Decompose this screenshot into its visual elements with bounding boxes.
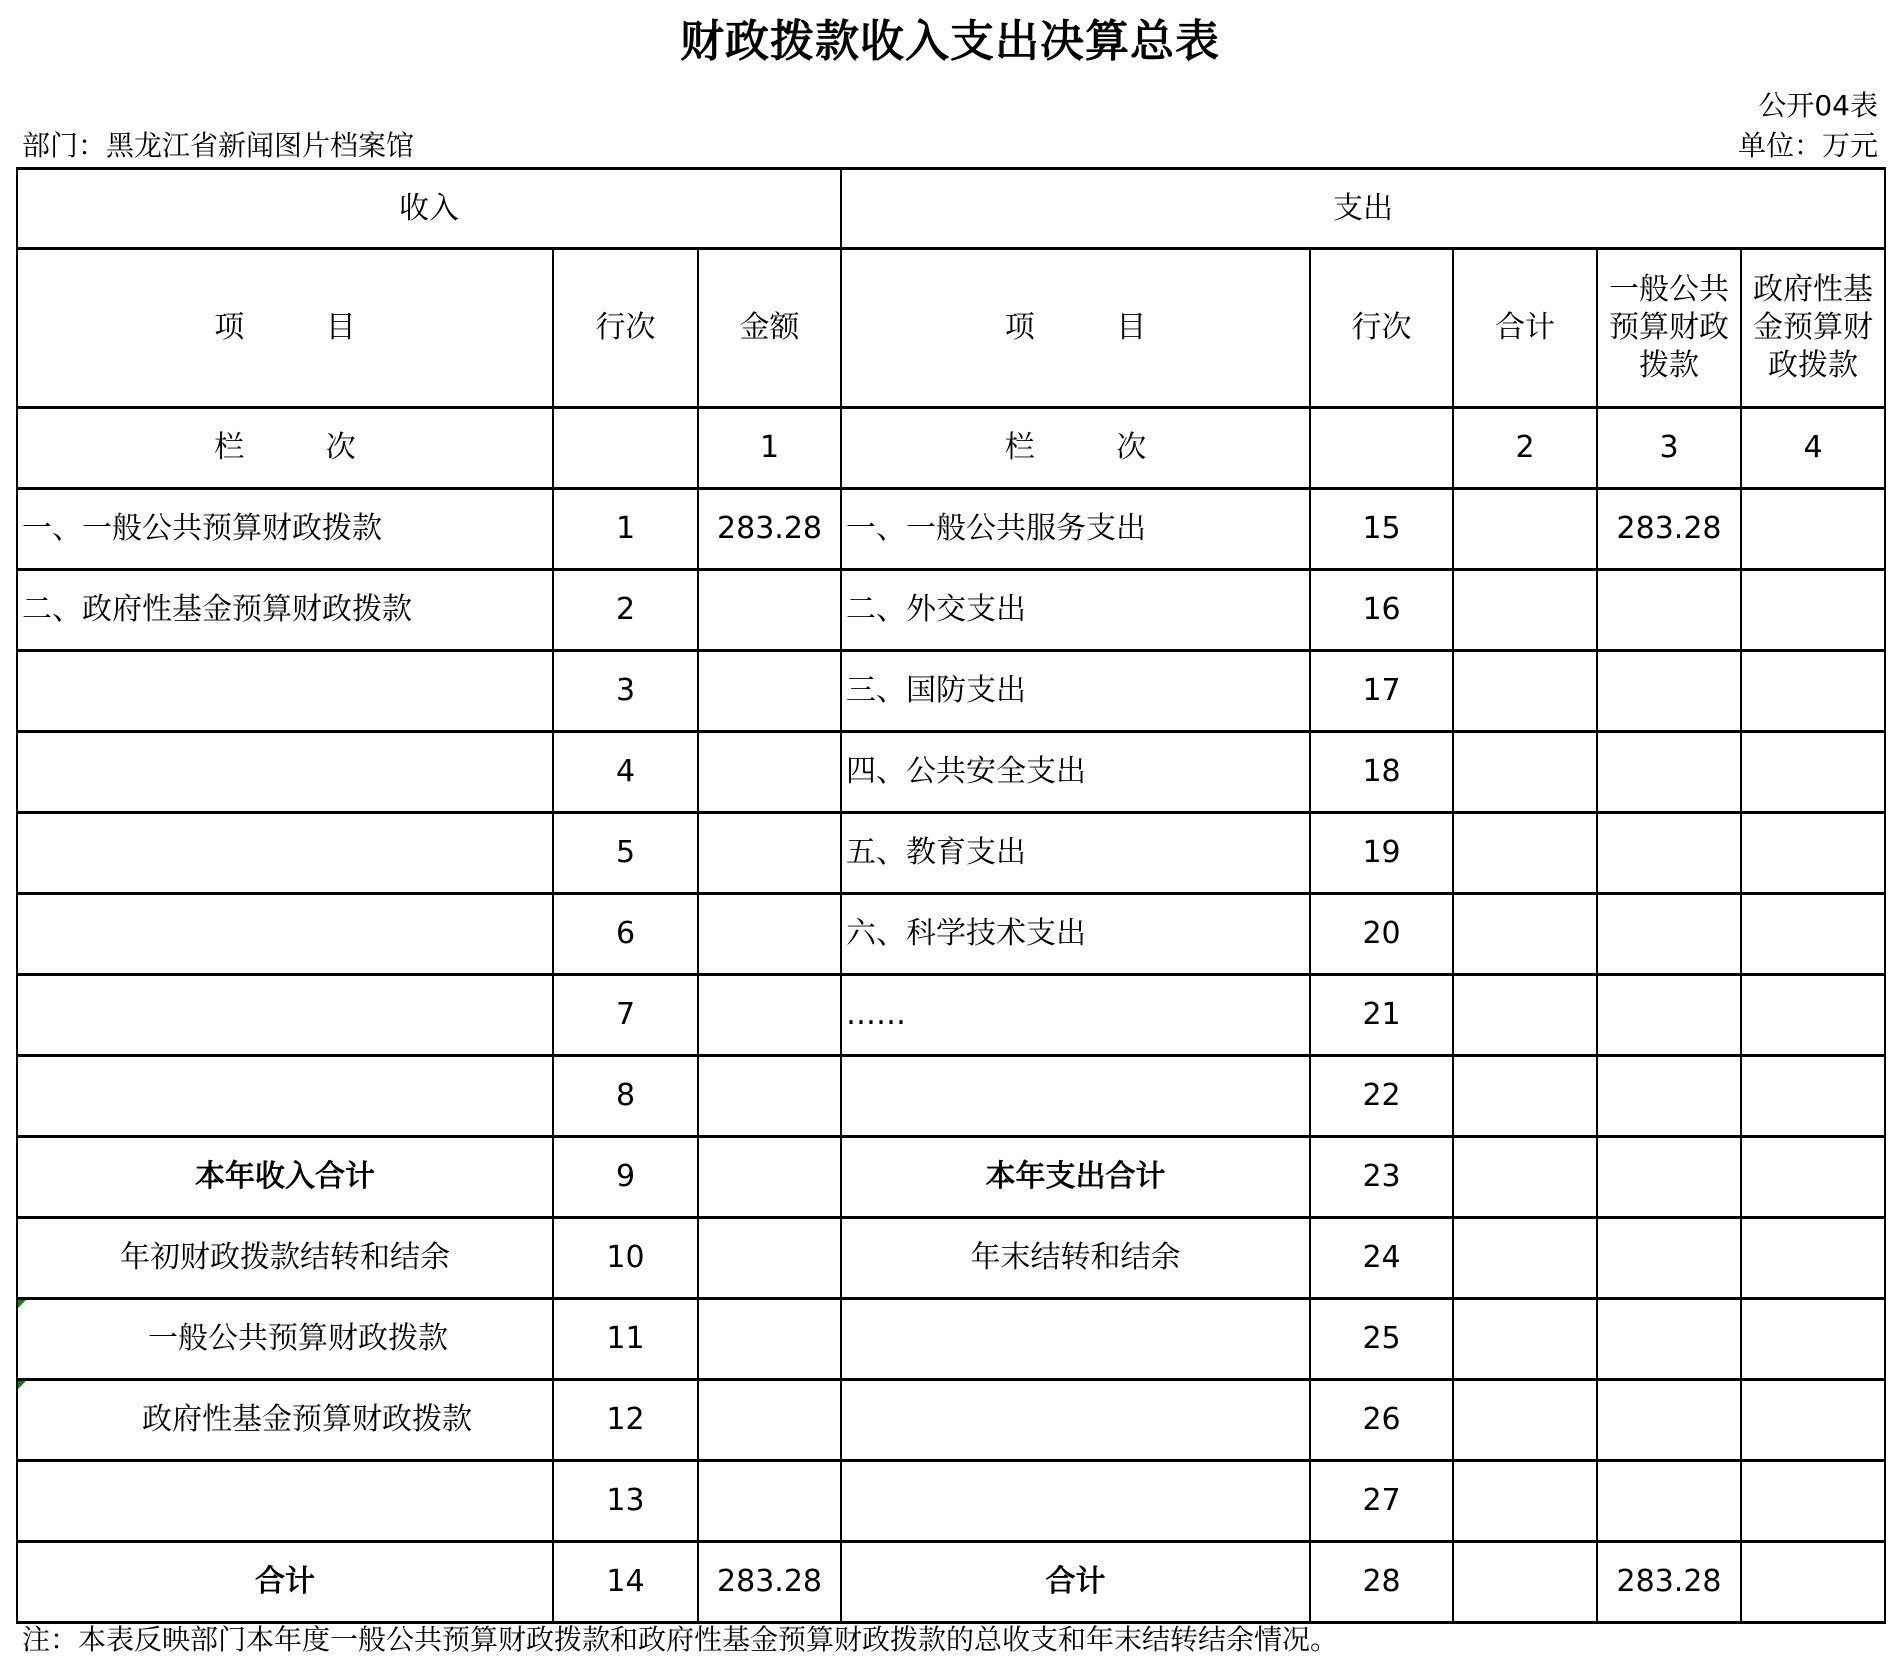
- expense-fund: [1741, 975, 1885, 1056]
- income-row-no: 14: [553, 1542, 698, 1623]
- table-row: [17, 570, 1885, 651]
- expense-total: [1453, 651, 1597, 732]
- expense-general: [1597, 1461, 1741, 1542]
- header-row-sections: [17, 169, 1885, 249]
- expense-item: 六、科学技术支出: [841, 894, 1310, 975]
- table-row: [17, 894, 1885, 975]
- income-row-no: 12: [553, 1380, 698, 1461]
- income-amount: [698, 813, 841, 894]
- income-item: [17, 813, 553, 894]
- col-index-label-right: 栏 次: [841, 408, 1310, 489]
- comment-marker-icon: [18, 1381, 26, 1389]
- header-expense-row-no: 行次: [1310, 249, 1453, 408]
- expense-fund: [1741, 1056, 1885, 1137]
- income-item: [17, 894, 553, 975]
- expense-total: [1453, 1299, 1597, 1380]
- income-amount: [698, 975, 841, 1056]
- income-row-no: 5: [553, 813, 698, 894]
- expense-fund: [1741, 894, 1885, 975]
- expense-row-no: 25: [1310, 1299, 1453, 1380]
- income-row-no: 10: [553, 1218, 698, 1299]
- table-row: [17, 1380, 1885, 1461]
- expense-item: 三、国防支出: [841, 651, 1310, 732]
- table-row-carryover: [17, 1218, 1885, 1299]
- expense-row-no: 17: [1310, 651, 1453, 732]
- footnote: 注：本表反映部门本年度一般公共预算财政拨款和政府性基金预算财政拨款的总收支和年末结转结余情况。: [22, 1623, 1339, 1656]
- expense-row-no: 15: [1310, 489, 1453, 570]
- income-amount: [698, 651, 841, 732]
- income-item: [17, 732, 553, 813]
- expense-item: [841, 1380, 1310, 1461]
- table-row: [17, 651, 1885, 732]
- income-row-no: 4: [553, 732, 698, 813]
- income-row-no: 7: [553, 975, 698, 1056]
- expense-fund: [1741, 1299, 1885, 1380]
- expense-row-no: 19: [1310, 813, 1453, 894]
- expense-total: [1453, 1137, 1597, 1218]
- expense-carryover-label: 年末结转和结余: [841, 1218, 1310, 1299]
- income-item: [17, 975, 553, 1056]
- comment-marker-icon: [18, 1300, 26, 1308]
- expense-grand-total-label: 合计: [841, 1542, 1310, 1623]
- expense-general: 283.28: [1597, 489, 1741, 570]
- expense-item: [841, 1056, 1310, 1137]
- header-income-amount: 金额: [698, 249, 841, 408]
- department-label: 部门：黑龙江省新闻图片档案馆: [22, 129, 415, 162]
- income-row-no: 6: [553, 894, 698, 975]
- expense-grand-total-general: 283.28: [1597, 1542, 1741, 1623]
- expense-total: [1453, 1461, 1597, 1542]
- expense-item: ……: [841, 975, 1310, 1056]
- col-index-3: 3: [1597, 408, 1741, 489]
- expense-general: [1597, 1056, 1741, 1137]
- income-row-no: 1: [553, 489, 698, 570]
- income-amount: [698, 570, 841, 651]
- expense-total: [1453, 489, 1597, 570]
- header-income: 收入: [17, 169, 841, 249]
- expense-general: [1597, 1137, 1741, 1218]
- budget-summary-table: [16, 167, 1886, 1624]
- col-index-label-left: 栏 次: [17, 408, 553, 489]
- header-row-col-index: [17, 408, 1885, 489]
- expense-general: [1597, 1299, 1741, 1380]
- income-row-no: 3: [553, 651, 698, 732]
- expense-row-no: 27: [1310, 1461, 1453, 1542]
- expense-general: [1597, 813, 1741, 894]
- expense-row-no: 20: [1310, 894, 1453, 975]
- income-item: 一般公共预算财政拨款: [17, 1299, 553, 1380]
- income-amount: 283.28: [698, 489, 841, 570]
- income-year-total-label: 本年收入合计: [17, 1137, 553, 1218]
- income-amount: [698, 1380, 841, 1461]
- expense-total: [1453, 975, 1597, 1056]
- income-amount: [698, 1299, 841, 1380]
- expense-item: 一、一般公共服务支出: [841, 489, 1310, 570]
- header-expense-total: 合计: [1453, 249, 1597, 408]
- table-row: [17, 975, 1885, 1056]
- income-amount: [698, 1461, 841, 1542]
- income-item: [17, 1056, 553, 1137]
- expense-row-no: 26: [1310, 1380, 1453, 1461]
- income-item: 一、一般公共预算财政拨款: [17, 489, 553, 570]
- header-income-item: 项 目: [17, 249, 553, 408]
- income-item: 政府性基金预算财政拨款: [17, 1380, 553, 1461]
- expense-item: 五、教育支出: [841, 813, 1310, 894]
- expense-fund: [1741, 651, 1885, 732]
- table-row: [17, 1299, 1885, 1380]
- expense-fund: [1741, 1380, 1885, 1461]
- table-row: [17, 732, 1885, 813]
- expense-item: [841, 1299, 1310, 1380]
- expense-total: [1453, 570, 1597, 651]
- report-title: 财政拨款收入支出决算总表: [680, 16, 1220, 67]
- expense-row-no: 16: [1310, 570, 1453, 651]
- expense-total: [1453, 1380, 1597, 1461]
- header-expense-fund: 政府性基金预算财政拨款: [1741, 249, 1885, 408]
- table-row-grand-total: [17, 1542, 1885, 1623]
- income-row-no: 13: [553, 1461, 698, 1542]
- table-row: [17, 489, 1885, 570]
- expense-fund: [1741, 570, 1885, 651]
- col-index-empty: [553, 408, 698, 489]
- income-row-no: 2: [553, 570, 698, 651]
- income-row-no: 9: [553, 1137, 698, 1218]
- income-amount: [698, 732, 841, 813]
- income-amount: [698, 1137, 841, 1218]
- income-amount: [698, 1218, 841, 1299]
- expense-general: [1597, 732, 1741, 813]
- expense-total: [1453, 1218, 1597, 1299]
- expense-item: [841, 1461, 1310, 1542]
- income-amount: [698, 894, 841, 975]
- header-row-columns: [17, 249, 1885, 408]
- table-row: [17, 1056, 1885, 1137]
- header-expense-item: 项 目: [841, 249, 1310, 408]
- income-carryover-label: 年初财政拨款结转和结余: [17, 1218, 553, 1299]
- expense-total: [1453, 1056, 1597, 1137]
- expense-general: [1597, 894, 1741, 975]
- col-index-4: 4: [1741, 408, 1885, 489]
- expense-fund: [1741, 1218, 1885, 1299]
- expense-row-no: 28: [1310, 1542, 1453, 1623]
- income-row-no: 11: [553, 1299, 698, 1380]
- header-income-row-no: 行次: [553, 249, 698, 408]
- expense-item: 四、公共安全支出: [841, 732, 1310, 813]
- income-amount: [698, 1056, 841, 1137]
- expense-year-total-label: 本年支出合计: [841, 1137, 1310, 1218]
- unit-label: 单位：万元: [1737, 129, 1878, 162]
- col-index-empty: [1310, 408, 1453, 489]
- income-item: [17, 651, 553, 732]
- expense-total: [1453, 894, 1597, 975]
- expense-fund: [1741, 1461, 1885, 1542]
- income-row-no: 8: [553, 1056, 698, 1137]
- expense-item: 二、外交支出: [841, 570, 1310, 651]
- expense-row-no: 22: [1310, 1056, 1453, 1137]
- expense-total: [1453, 1542, 1597, 1623]
- expense-total: [1453, 813, 1597, 894]
- form-number: 公开04表: [1758, 89, 1878, 122]
- expense-general: [1597, 651, 1741, 732]
- expense-row-no: 24: [1310, 1218, 1453, 1299]
- expense-general: [1597, 975, 1741, 1056]
- col-index-2: 2: [1453, 408, 1597, 489]
- expense-general: [1597, 1380, 1741, 1461]
- expense-row-no: 21: [1310, 975, 1453, 1056]
- table-row: [17, 813, 1885, 894]
- expense-general: [1597, 1218, 1741, 1299]
- header-expense-general: 一般公共预算财政拨款: [1597, 249, 1741, 408]
- col-index-1: 1: [698, 408, 841, 489]
- expense-row-no: 23: [1310, 1137, 1453, 1218]
- income-item: [17, 1461, 553, 1542]
- income-item: 二、政府性基金预算财政拨款: [17, 570, 553, 651]
- expense-fund: [1741, 732, 1885, 813]
- expense-fund: [1741, 813, 1885, 894]
- income-grand-total-amount: 283.28: [698, 1542, 841, 1623]
- header-expense: 支出: [841, 169, 1885, 249]
- table-row-year-total: [17, 1137, 1885, 1218]
- expense-general: [1597, 570, 1741, 651]
- expense-row-no: 18: [1310, 732, 1453, 813]
- income-grand-total-label: 合计: [17, 1542, 553, 1623]
- expense-fund: [1741, 489, 1885, 570]
- expense-fund: [1741, 1542, 1885, 1623]
- expense-fund: [1741, 1137, 1885, 1218]
- expense-total: [1453, 732, 1597, 813]
- table-row: [17, 1461, 1885, 1542]
